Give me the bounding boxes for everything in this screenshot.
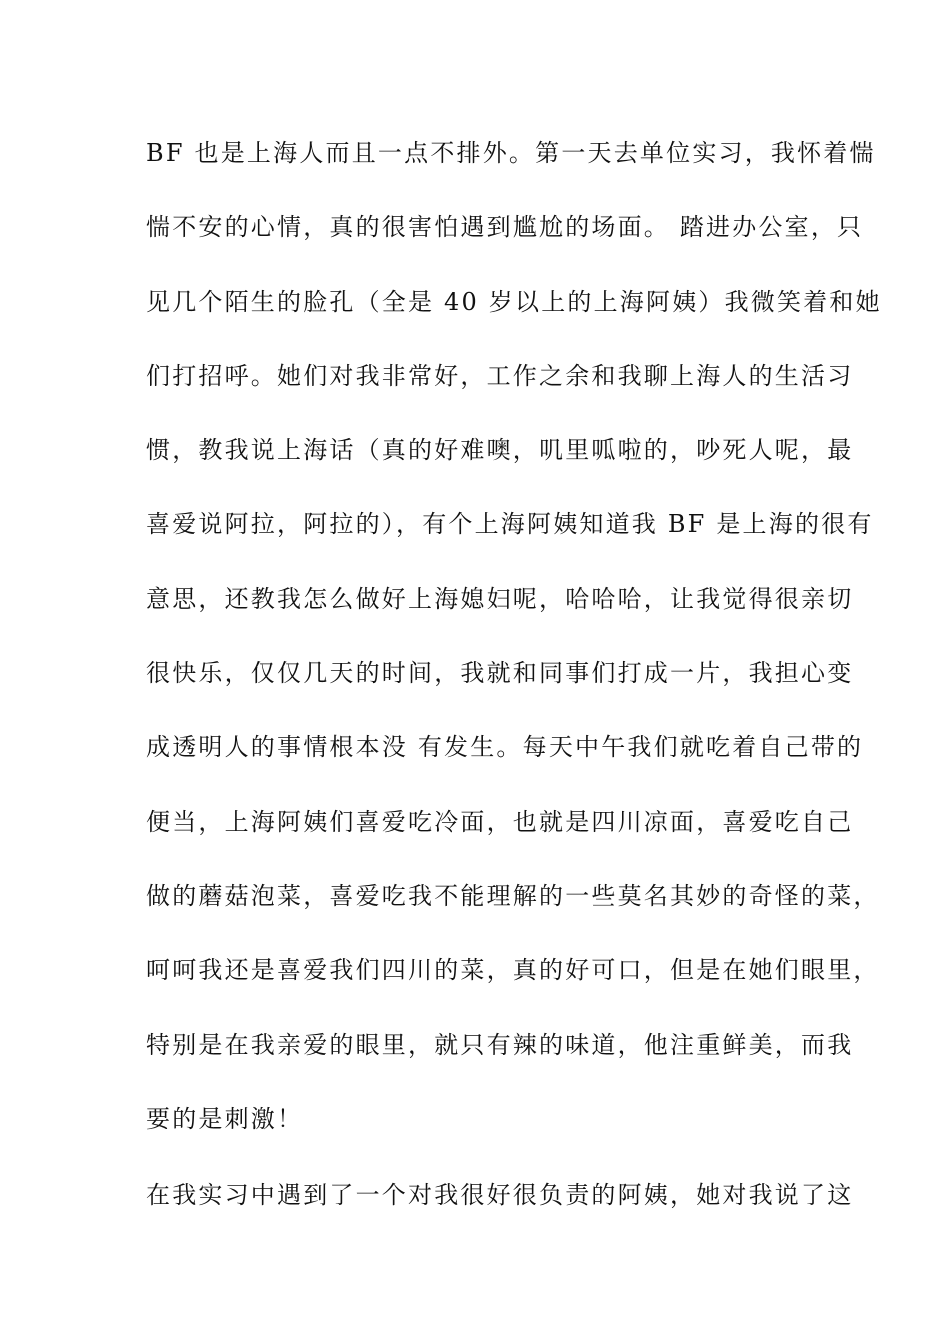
text-line: 成透明人的事情根本没 有发生。每天中午我们就吃着自己带的: [146, 733, 864, 762]
text-line: 做的蘑菇泡菜，喜爱吃我不能理解的一些莫名其妙的奇怪的菜，: [146, 881, 880, 910]
text-line: 要的是刺激！: [146, 1104, 304, 1133]
body-text: [146, 130, 882, 1246]
text-line: 喜爱说阿拉，阿拉的），有个上海阿姨知道我 BF 是上海的很有: [146, 510, 874, 539]
text-line: 特别是在我亲爱的眼里，就只有辣的味道，他注重鲜美，而我: [146, 1030, 854, 1059]
text-line: 见几个陌生的脸孔（全是 40 岁以上的上海阿姨）我微笑着和她: [146, 287, 882, 316]
text-line: 便当，上海阿姨们喜爱吃冷面，也就是四川凉面，喜爱吃自己: [146, 807, 854, 836]
text-line: 在我实习中遇到了一个对我很好很负责的阿姨，她对我说了这: [146, 1181, 854, 1210]
text-line: 呵呵我还是喜爱我们四川的菜，真的好可口，但是在她们眼里，: [146, 956, 880, 985]
text-line: 意思，还教我怎么做好上海媳妇呢，哈哈哈，让我觉得很亲切: [146, 584, 854, 613]
text-line: 惴不安的心情，真的很害怕遇到尴尬的场面。 踏进办公室，只: [146, 213, 864, 242]
text-line: 们打招呼。她们对我非常好，工作之余和我聊上海人的生活习: [146, 361, 854, 390]
text-line: BF 也是上海人而且一点不排外。第一天去单位实习，我怀着惴: [146, 139, 876, 167]
text-line: 很快乐，仅仅几天的时间，我就和同事们打成一片，我担心变: [146, 659, 854, 688]
text-line: 惯，教我说上海话（真的好难噢，叽里呱啦的，吵死人呢，最: [146, 436, 854, 465]
